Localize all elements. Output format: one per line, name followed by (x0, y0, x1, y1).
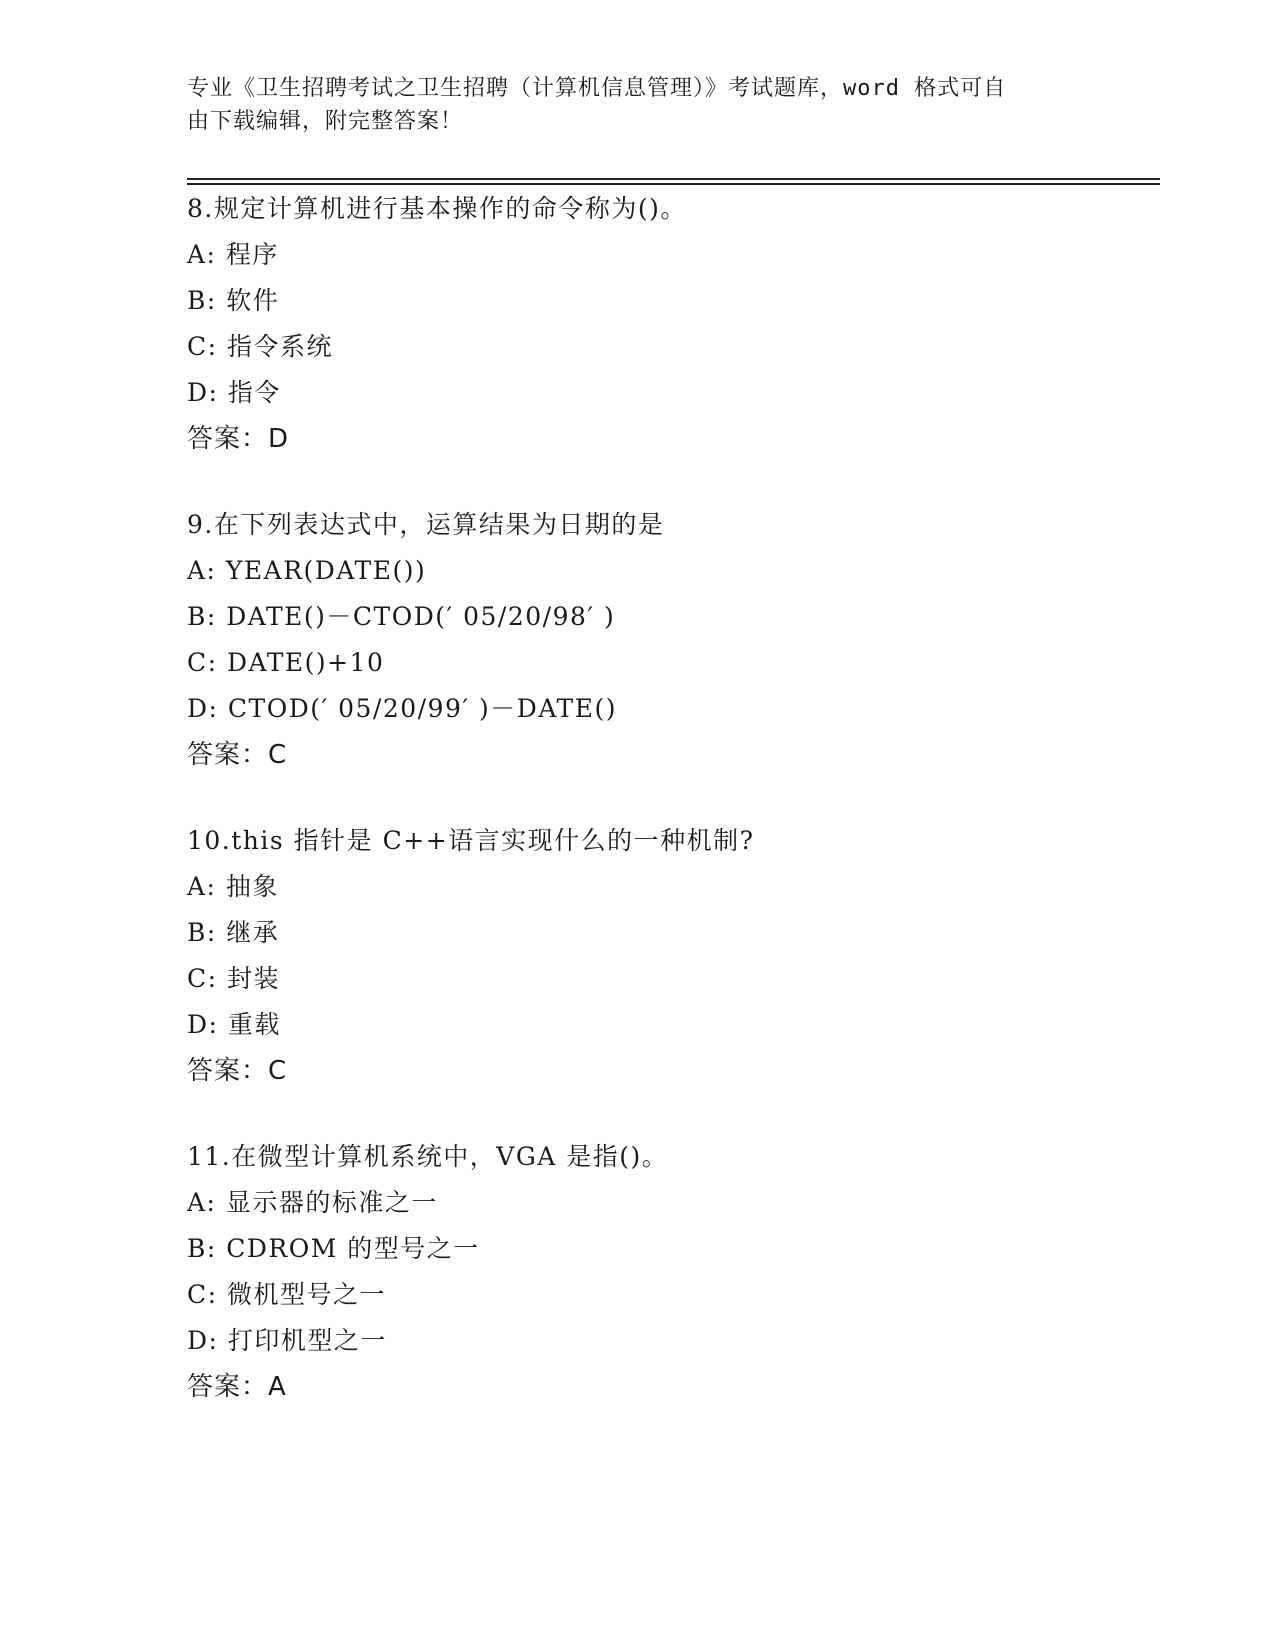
header-divider-bottom (187, 183, 1160, 185)
option-b: B: 软件 (187, 286, 280, 315)
question-9 (187, 502, 1147, 778)
option-b: B: DATE()－CTOD(′ 05/20/98′ ) (187, 602, 616, 631)
header-divider-top (187, 178, 1160, 180)
question-8 (187, 186, 1147, 462)
option-c: C: 封装 (187, 964, 280, 993)
header-line-2: 由下载编辑，附完整答案！ (187, 109, 464, 134)
option-d: D: 重载 (187, 1010, 281, 1039)
question-stem: 11.在微型计算机系统中，VGA 是指()。 (187, 1142, 669, 1171)
option-a: A: 程序 (187, 240, 279, 269)
option-b: B: CDROM 的型号之一 (187, 1234, 480, 1263)
answer: 答案：A (187, 1372, 287, 1402)
question-stem: 9.在下列表达式中，运算结果为日期的是 (187, 510, 665, 539)
answer: 答案：C (187, 740, 288, 770)
option-a: A: 抽象 (187, 872, 279, 901)
header-line-1: 专业《卫生招聘考试之卫生招聘（计算机信息管理）》考试题库，word 格式可自 (187, 76, 1007, 101)
option-c: C: 微机型号之一 (187, 1280, 386, 1309)
answer: 答案：D (187, 424, 290, 454)
question-11 (187, 1134, 1147, 1410)
option-a: A: YEAR(DATE()) (187, 556, 427, 585)
option-d: D: 打印机型之一 (187, 1326, 387, 1355)
option-c: C: DATE()+10 (187, 648, 385, 677)
answer: 答案：C (187, 1056, 288, 1086)
option-b: B: 继承 (187, 918, 280, 947)
option-d: D: CTOD(′ 05/20/99′ )－DATE() (187, 694, 617, 723)
option-c: C: 指令系统 (187, 332, 333, 361)
question-stem: 8.规定计算机进行基本操作的命令称为()。 (187, 194, 687, 223)
option-d: D: 指令 (187, 378, 281, 407)
question-10 (187, 818, 1147, 1094)
option-a: A: 显示器的标准之一 (187, 1188, 438, 1217)
document-header (187, 72, 1067, 138)
question-stem: 10.this 指针是 C++语言实现什么的一种机制? (187, 826, 755, 855)
